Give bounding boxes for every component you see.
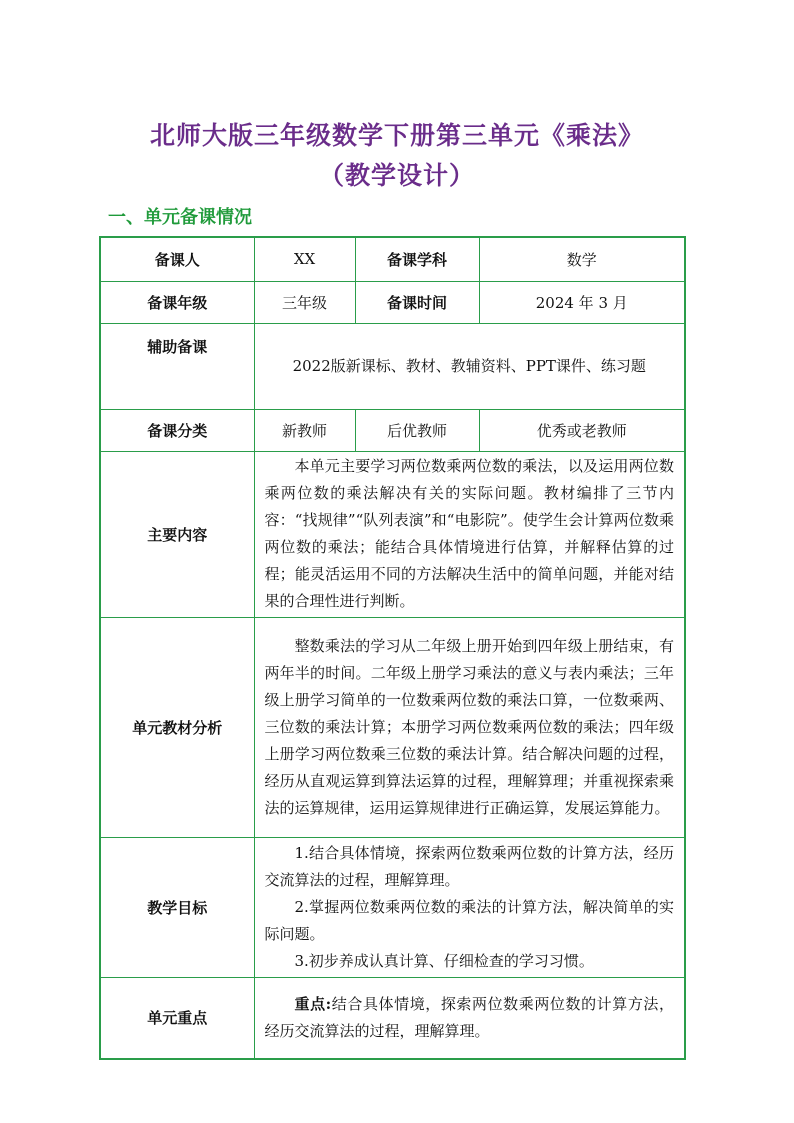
- preparer-label: 备课人: [100, 237, 254, 281]
- table-row: [100, 451, 685, 617]
- table-row: [100, 237, 685, 281]
- section-heading: 一、单元备课情况: [108, 207, 252, 228]
- subject-value: 数学: [479, 237, 685, 281]
- table-row: [100, 617, 685, 837]
- category-developing-teacher: 后优教师: [355, 409, 479, 451]
- goals-cell: [254, 837, 685, 977]
- analysis-text: 整数乘法的学习从二年级上册开始到四年级上册结束，有两年半的时间。二年级上册学习乘法的意义与表内乘法；三年级上册学习简单的一位数乘两位数的乘法口算，一位数乘两、三位数的乘法计算；本册学习两位数乘两位数的乘法；四年级上册学习两位数乘三位数的乘法计算。结合解决问题的过程，经历从直观运算到算法运算的过程，理解算理；并重视探索乘法的运算规律，运用运算规律进行正确运算，发展运算能力。: [264, 636, 674, 817]
- subject-label: 备课学科: [355, 237, 479, 281]
- table-row: [100, 977, 685, 1059]
- table-row: [100, 323, 685, 409]
- goal-item: 3.初步养成认真计算、仔细检查的学习习惯。: [294, 951, 594, 970]
- key-prefix: 重点:: [294, 994, 332, 1013]
- grade-value: 三年级: [254, 281, 355, 323]
- table-row: [100, 281, 685, 323]
- aux-label: 辅助备课: [100, 323, 254, 409]
- aux-value: 2022版新课标、教材、教辅资料、PPT课件、练习题: [254, 323, 685, 409]
- key-label: 单元重点: [100, 977, 254, 1059]
- lesson-plan-table: [99, 236, 686, 1060]
- time-label: 备课时间: [355, 281, 479, 323]
- document-title-line1: 北师大版三年级数学下册第三单元《乘法》: [149, 121, 644, 150]
- analysis-cell: [254, 617, 685, 837]
- goal-item: 2.掌握两位数乘两位数的乘法的计算方法，解决简单的实际问题。: [264, 897, 674, 943]
- goals-label: 教学目标: [100, 837, 254, 977]
- grade-label: 备课年级: [100, 281, 254, 323]
- analysis-label: 单元教材分析: [100, 617, 254, 837]
- key-paragraph: [265, 991, 675, 1045]
- content-text: 本单元主要学习两位数乘两位数的乘法，以及运用两位数乘两位数的乘法解决有关的实际问题。教材编排了三节内容：“找规律”“队列表演”和“电影院”。使学生会计算两位数乘两位数的乘法；能结合具体情境进行估算，并解释估算的过程；能灵活运用不同的方法解决生活中的简单问题，并能对结果的合理性进行判断。: [264, 457, 674, 610]
- category-new-teacher: 新教师: [254, 409, 355, 451]
- preparer-value: XX: [254, 237, 355, 281]
- key-cell: [254, 977, 685, 1059]
- document-title-line2: （教学设计）: [318, 161, 475, 190]
- content-cell: [254, 451, 685, 617]
- category-senior-teacher: 优秀或老教师: [479, 409, 685, 451]
- time-value: 2024 年 3 月: [479, 281, 685, 323]
- goal-item: 1.结合具体情境，探索两位数乘两位数的计算方法，经历交流算法的过程，理解算理。: [264, 843, 674, 889]
- key-text: 结合具体情境，探索两位数乘两位数的计算方法，经历交流算法的过程，理解算理。: [264, 994, 674, 1040]
- table-row: [100, 837, 685, 977]
- content-label: 主要内容: [100, 451, 254, 617]
- category-label: 备课分类: [100, 409, 254, 451]
- table-row: [100, 409, 685, 451]
